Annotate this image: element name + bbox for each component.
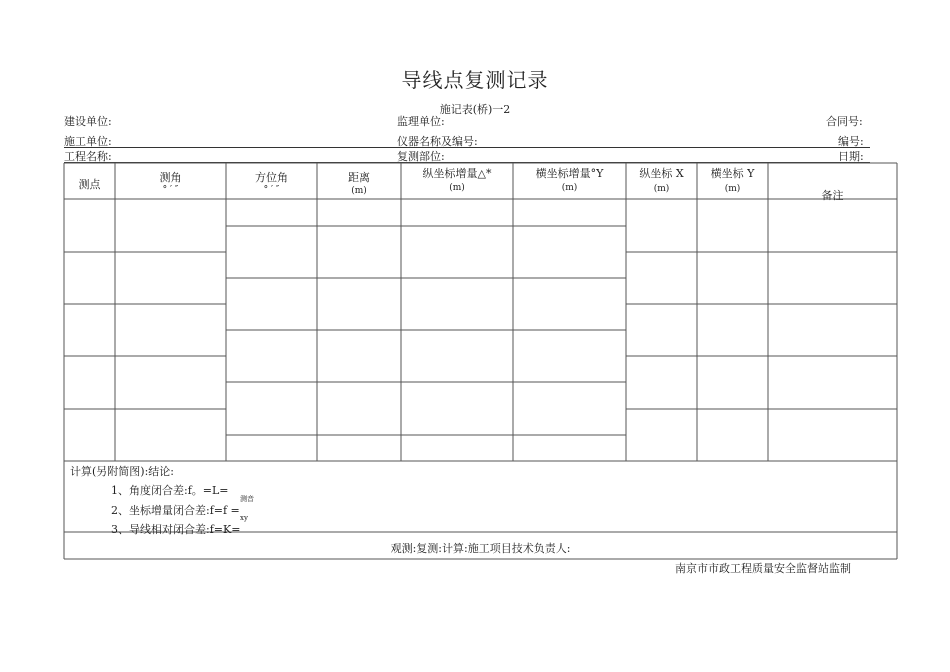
construction-unit-label: 建设单位: (64, 115, 112, 128)
col-unit-x: (m) (653, 184, 670, 194)
angle-closure-item: 1、角度闭合差:f。=L= (111, 484, 229, 497)
col-unit-dy: (m) (561, 183, 578, 193)
page-title: 导线点复测记录 (401, 68, 549, 92)
supervision-unit-label: 监理单位: (397, 115, 445, 128)
col-unit-angle: ° ′ ″ (162, 185, 179, 195)
col-header-point: 测点 (78, 178, 101, 191)
contract-no-label: 合同号: (826, 115, 863, 128)
project-name-label: 工程名称: (64, 150, 112, 163)
date-label: 日期: (838, 150, 864, 163)
col-header-dy: 横坐标增量°Y (535, 167, 604, 180)
col-header-dx: 纵坐标增量△* (422, 167, 492, 180)
signature-line: 观测:复测:计算:施工项目技术负责人: (390, 542, 571, 555)
issuer-footer: 南京市市政工程质量安全监督站监制 (675, 562, 851, 575)
calc-small-note: 测音 (240, 495, 254, 503)
resurvey-location-label: 复测部位: (397, 150, 445, 163)
col-header-x: 纵坐标 X (639, 167, 684, 180)
col-header-azimuth: 方位角 (255, 171, 288, 184)
calculation-heading: 计算(另附简图):结论: (70, 465, 174, 478)
col-header-remarks: 备注 (821, 189, 844, 202)
relative-closure-item: 3、导线相对闭合差:f=K= (111, 523, 241, 536)
form-code: 施记表(桥)一2 (439, 103, 511, 116)
contractor-unit-label: 施工单位: (64, 135, 112, 148)
coordinate-closure-item: 2、坐标增量闭合差:f=f = (111, 504, 240, 517)
col-unit-dx: (m) (449, 183, 465, 193)
col-header-y: 横坐标 Y (710, 167, 755, 180)
col-header-distance: 距离 (348, 171, 370, 184)
col-unit-distance: (m) (351, 186, 367, 196)
instrument-label: 仪器名称及编号: (397, 135, 478, 148)
col-header-angle: 测角 (159, 171, 182, 184)
col-unit-azimuth: ° ′ ″ (263, 185, 280, 195)
serial-no-label: 编号: (838, 135, 864, 148)
col-unit-y: (m) (724, 184, 741, 194)
calc-xy-subscript: xy (240, 514, 248, 522)
